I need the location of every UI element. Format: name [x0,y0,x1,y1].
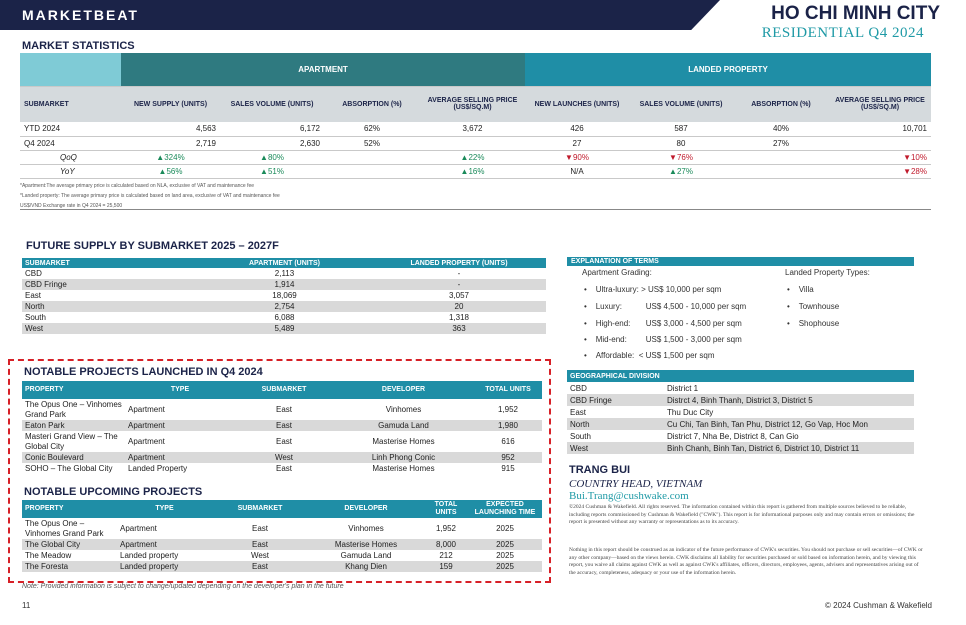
cell: Apartment [128,437,165,446]
cell: YoY [20,164,121,178]
note-line: *Apartment:The average primary price is calculated based on NLA, exclusive of VAT and maintenance fee [20,183,255,189]
grade-name: Mid-end: [595,335,627,344]
table-row [20,136,931,150]
cell: 952 [474,452,542,463]
col-header: ABSORPTION (%) [324,86,420,122]
cell: Eaton Park [22,420,125,431]
table-row [22,399,542,420]
grade-item: • Ultra-luxury: > US$ 10,000 per sqm [584,285,722,294]
cell: West [235,452,333,463]
cell: Landed property [120,551,179,560]
cell: 159 [424,561,468,572]
col-header: TYPE [125,381,235,399]
cell: 3,672 [420,122,525,136]
cell: 2025 [496,551,514,560]
cell [733,164,829,178]
cell: Masterise Homes [308,539,424,550]
notable-upcoming-title: NOTABLE UPCOMING PROJECTS [24,486,203,498]
geographical-title: GEOGRAPHICAL DIVISION [567,370,914,382]
cell: 6,172 [220,122,324,136]
table-row [20,150,931,164]
note-line: US$/VND Exchange rate in Q4 2024 = 25,500 [20,203,123,209]
cell: ▲16% [420,164,525,178]
cell: - [372,279,546,290]
col-header: SUBMARKET [212,500,308,518]
cell: 1,952 [497,405,519,414]
future-supply-title: FUTURE SUPPLY BY SUBMARKET 2025 – 2027F [26,240,279,252]
cell: CBD Fringe [22,279,197,290]
table-row [20,122,931,136]
col-header: NEW LAUNCHES (UNITS) [525,86,629,122]
grade-item: • Mid-end: US$ 1,500 - 3,000 per sqm [584,335,742,344]
cell: The Global City [22,539,117,550]
cell: YTD 2024 [20,122,121,136]
cell: 2,754 [197,301,372,312]
notable-upcoming-table [22,500,542,572]
cell: 8,000 [424,539,468,550]
table-row [22,312,546,323]
cell: 40% [733,122,829,136]
cell: 2,719 [121,136,220,150]
cell: Masteri Grand View – The Global City [25,431,118,451]
copyright: © 2024 Cushman & Wakefield [825,601,932,610]
cell: ▼90% [525,150,629,164]
cell: Apartment [125,420,235,431]
cell [733,150,829,164]
cell: 18,069 [272,291,297,300]
market-notes [20,181,280,211]
cell: 616 [501,437,515,446]
landed-type: Townhouse [798,302,840,311]
col-header: DEVELOPER [333,381,474,399]
col-header: SUBMARKET [20,86,121,122]
brand-logo: MARKETBEAT [22,7,139,23]
cell: - [457,269,461,278]
col-header: LANDED PROPERTY (UNITS) [372,258,546,268]
col-header: TOTAL UNITS [474,381,542,399]
table-row [20,164,931,178]
cell: Landed Property [128,464,188,473]
col-header: SALES VOLUME (UNITS) [629,86,733,122]
col-header: ABSORPTION (%) [733,86,829,122]
cell: ▼10% [829,150,931,164]
cell: CBD [570,383,587,393]
col-header: AVERAGE SELLING PRICE (US$/SQ.M) [420,86,525,122]
grade-range: US$ 1,500 - 3,000 per sqm [645,335,742,344]
table-row [567,382,914,394]
cell: East [275,437,292,446]
disclaimer-paragraph: ©2024 Cushman & Wakefield. All rights reserved. The information contained within this report is gathered from multiple sources believed to be reliable, including reports commissioned by Cushman & Wakefield ("CWK"). This report is for informational purposes only and may contain errors or omissions; the report is presented without any warranty or representations as to its accuracy. [569,504,915,525]
cell: Q4 2024 [20,136,121,150]
table-row [22,323,546,334]
cell: Cu Chi, Tan Binh, Tan Phu, District 12, Go Vap, Hoc Mon [664,418,914,430]
cell [420,136,525,150]
divider [20,209,931,210]
table-row [567,406,914,418]
cell: East [212,561,308,572]
cell: West [250,551,270,560]
grade-range: < US$ 1,500 per sqm [638,351,715,360]
table-row [22,268,546,279]
landed-type-item: • Villa [787,285,814,294]
cell: ▲22% [420,150,525,164]
cell: ▼28% [829,164,931,178]
landed-type-item: • Townhouse [787,302,840,311]
cell: Gamuda Land [340,551,392,560]
grade-range: US$ 4,500 - 10,000 per sqm [645,302,747,311]
cell: 5,489 [197,323,372,334]
col-header: EXPECTED LAUNCHING TIME [468,500,542,518]
geographical-table [567,370,914,454]
cell: 1,318 [448,313,470,322]
col-header: NEW SUPPLY (UNITS) [121,86,220,122]
grade-item: • Affordable: < US$ 1,500 per sqm [584,351,715,360]
cell: Apartment [120,524,157,533]
cell: Apartment [125,452,235,463]
cell: 2,630 [220,136,324,150]
cell: QoQ [20,150,121,164]
table-row [22,518,542,539]
table-row [22,279,546,290]
cell: Conic Boulevard [22,452,125,463]
cell: 1,980 [474,420,542,431]
cell: 2025 [468,561,542,572]
cell: District 1 [667,383,699,393]
group-landed: LANDED PROPERTY [525,53,931,86]
cell: East [251,524,268,533]
cell: Landed property [117,561,212,572]
cell: East [275,464,292,473]
cell: 10,701 [829,122,931,136]
col-header: SALES VOLUME (UNITS) [220,86,324,122]
cell: 2025 [496,524,514,533]
col-header: TYPE [117,500,212,518]
cell: Masterise Homes [372,464,435,473]
grade-name: Luxury: [595,302,622,311]
cell: 2,113 [274,269,295,278]
cell: The Meadow [25,551,72,560]
cell: ▲27% [629,164,733,178]
note-line: *Landed property: The average primary price is calculated based on land area, exclusive of VAT and maintenance fee [20,193,280,199]
cell [324,150,420,164]
col-header: TOTAL UNITS [424,500,468,518]
cell: Apartment [117,539,212,550]
cell: East [212,539,308,550]
cell: Khang Dien [308,561,424,572]
col-header: AVERAGE SELLING PRICE (US$/SQ.M) [829,86,931,122]
grade-name: Ultra-luxury: [595,285,639,294]
disclaimer-paragraph: Nothing in this report should be construed as an indicator of the future performance of CWK's securities. You should not purchase or sell securities—of CWK or any other company—based on the views herein. CWK disclaims all liability for securities purchased or sold based on information herein, and by viewing this report, you waive all claims against CWK as well as against CWK's affiliates, officers, directors, employees, agents, advisers and representatives arising out of the accuracy, completeness, adequacy or your use of the information herein. [569,547,923,576]
cell: ▼76% [629,150,733,164]
cell: 915 [501,464,515,473]
cell: 27 [525,136,629,150]
future-supply-table [22,258,546,334]
cell [324,164,420,178]
contact-title: COUNTRY HEAD, VIETNAM [569,478,703,490]
cell: 426 [525,122,629,136]
cell: 4,563 [121,122,220,136]
cell: Binh Chanh, Binh Tan, District 6, District 10, District 11 [664,442,914,454]
table-row [22,539,542,550]
cell: SOHO – The Global City [25,464,113,473]
cell: South [25,313,46,322]
table-row [567,442,914,454]
cell: Linh Phong Conic [333,452,474,463]
cell: The Opus One – Vinhomes Grand Park [25,518,104,538]
table-row [567,394,914,406]
group-apartment: APARTMENT [121,53,525,86]
cell: 363 [372,323,546,334]
cell: East [235,420,333,431]
cell: District 7, Nha Be, District 8, Can Gio [667,431,799,441]
col-header: APARTMENT (UNITS) [197,258,372,268]
cell: West [567,442,664,454]
landed-type: Villa [798,285,814,294]
cell: ▲51% [220,164,324,178]
cell: 2025 [468,539,542,550]
cell: ▲80% [220,150,324,164]
cell: 587 [629,122,733,136]
cell: ▲324% [121,150,220,164]
table-row [567,430,914,442]
grade-range: > US$ 10,000 per sqm [641,285,722,294]
cell: ▲56% [121,164,220,178]
cell: 20 [372,301,546,312]
col-header: PROPERTY [22,381,125,399]
cell: West [22,323,197,334]
footer-note: Note: Provided information is subject to change/updated depending on the developer's plan in the future [22,583,344,590]
cell: 52% [324,136,420,150]
notable-launched-table [22,381,542,474]
grade-item: • High-end: US$ 3,000 - 4,500 per sqm [584,319,742,328]
col-header: SUBMARKET [22,258,197,268]
cell: North [22,301,197,312]
cell: 212 [439,551,453,560]
cell: CBD [25,269,42,278]
group-blank [20,53,121,86]
table-row [22,290,546,301]
table-row [22,561,542,572]
table-row [567,418,914,430]
cell: South [570,431,591,441]
cell: East [275,405,292,414]
cell: 3,057 [448,291,470,300]
cell: 80 [629,136,733,150]
cell: Thu Duc City [667,407,714,417]
notable-launched-title: NOTABLE PROJECTS LAUNCHED IN Q4 2024 [24,366,263,378]
cell: Apartment [128,405,165,414]
contact-name: TRANG BUI [569,464,631,476]
cell: East [570,407,587,417]
cell: 27% [733,136,829,150]
cell: N/A [525,164,629,178]
report-city: HO CHI MINH CITY [771,3,940,24]
cell: Masterise Homes [372,437,435,446]
table-row [22,463,542,474]
cell: 62% [324,122,420,136]
table-row [22,431,542,452]
col-header: PROPERTY [22,500,117,518]
table-row [22,301,546,312]
market-statistics-table [20,53,931,179]
cell: East [25,291,42,300]
apartment-grading-label: Apartment Grading: [582,268,652,277]
cell: 1,914 [197,279,372,290]
grade-item: • Luxury: US$ 4,500 - 10,000 per sqm [584,302,747,311]
page-number: 11 [22,601,31,610]
report-period: RESIDENTIAL Q4 2024 [761,25,924,41]
grade-name: High-end: [595,319,631,328]
table-row [22,420,542,431]
cell: 1,952 [435,524,457,533]
cell: Vinhomes [385,405,422,414]
cell: CBD Fringe [567,394,664,406]
explanation-title: EXPLANATION OF TERMS [567,257,914,266]
contact-email-link[interactable]: Bui.Trang@cushwake.com [569,490,689,502]
landed-type-item: • Shophouse [787,319,840,328]
grade-range: US$ 3,000 - 4,500 per sqm [645,319,742,328]
market-statistics-title: MARKET STATISTICS [22,40,135,52]
cell [829,136,931,150]
cell: North [567,418,664,430]
table-row [22,550,542,561]
grade-name: Affordable: [595,351,635,360]
cell: Distrct 4, Binh Thanh, District 3, District 5 [664,394,914,406]
landed-type: Shophouse [798,319,840,328]
cell: 6,088 [274,313,295,322]
cell: Gamuda Land [333,420,474,431]
cell: Vinhomes [348,524,384,533]
cell: The Foresta [22,561,117,572]
cell: The Opus One – Vinhomes Grand Park [25,399,122,419]
landed-types-label: Landed Property Types: [785,268,870,277]
table-row [22,452,542,463]
col-header: SUBMARKET [235,381,333,399]
col-header: DEVELOPER [308,500,424,518]
